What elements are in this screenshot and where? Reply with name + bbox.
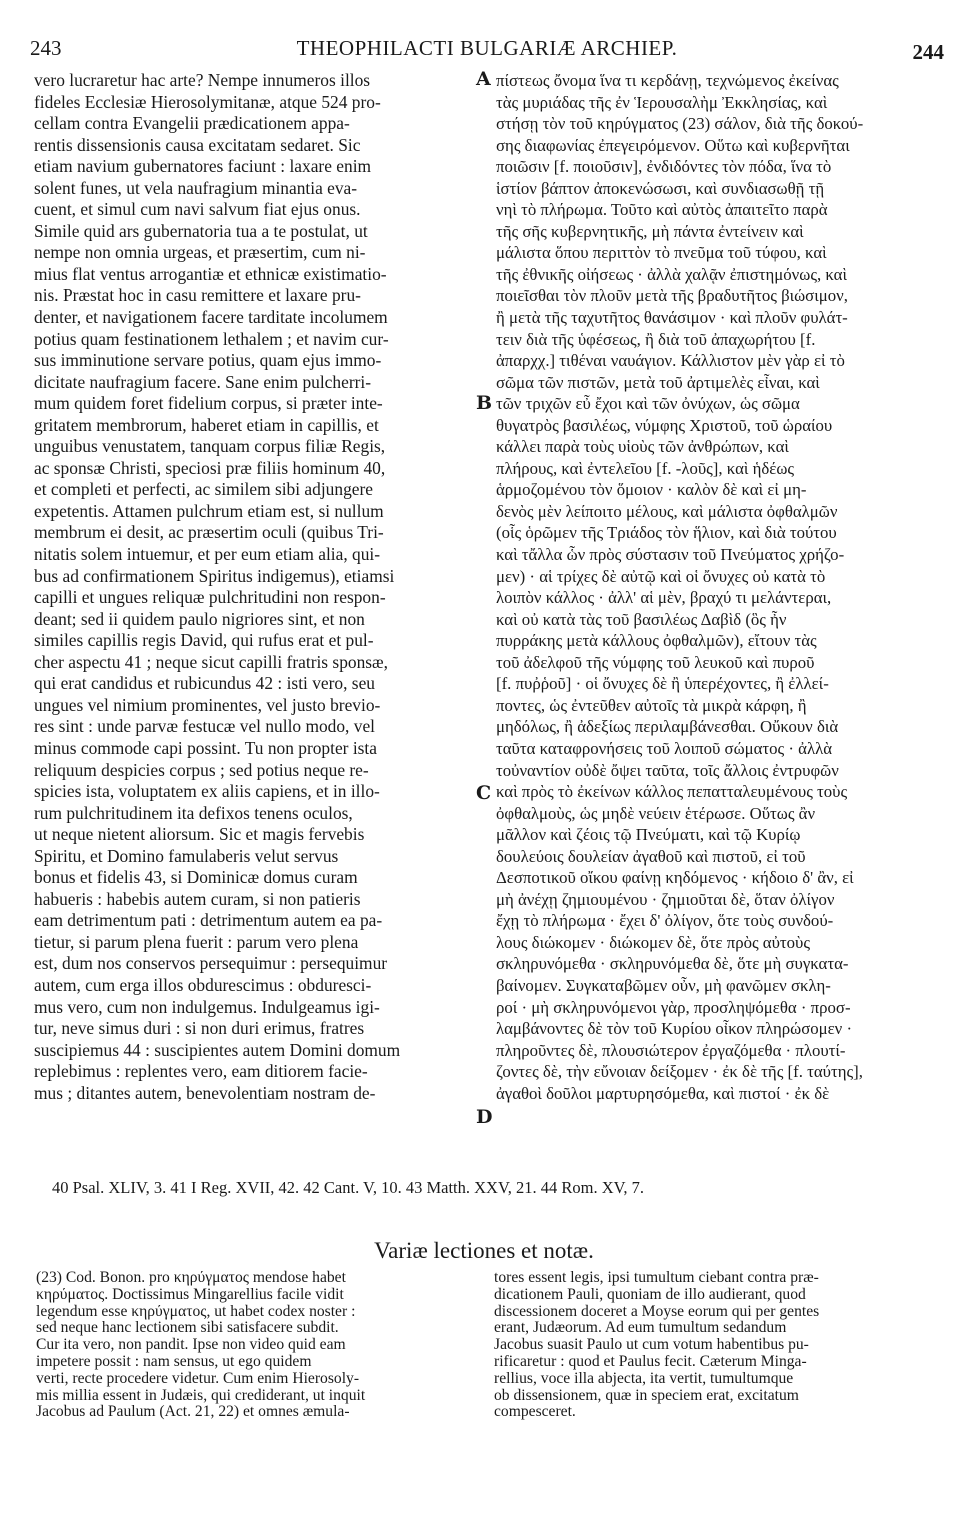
variant-note-line: erant, Judæorum. Ad eum tumultum sedandum bbox=[494, 1319, 787, 1337]
latin-text-line: sus imminutione servare potius, quam ejus immo- bbox=[34, 350, 382, 371]
greek-text-line: λους διώκομεν · διώκομεν δὲ, ὅτε πρὸς αὐτοὺς bbox=[496, 932, 810, 952]
latin-text-line: cher aspectu 41 ; neque sicut capilli fratris sponsæ, bbox=[34, 651, 388, 672]
latin-text-line: fideles Ecclesiæ Hierosolymitanæ, atque 524 pro- bbox=[34, 91, 381, 112]
latin-text-line: gritatem membrorum, haberet etiam in capillis, et bbox=[34, 414, 379, 435]
latin-text-line: tur, neve simus duri : si non duri erimus, fratres bbox=[34, 1018, 365, 1039]
latin-column bbox=[34, 70, 476, 1104]
latin-text-line: eam detrimentum pati : detrimentum autem ea pa- bbox=[34, 910, 383, 931]
greek-text-line: σης διαφωνίας ἐπεγειρόμενον. Οὕτω καὶ κυβερνῆται bbox=[496, 135, 850, 155]
variant-note-line: sed neque hanc lectionem sibi satisfacere subdit. bbox=[36, 1319, 339, 1337]
left-page-number: 243 bbox=[30, 36, 62, 60]
greek-text-line: κάλλει παρὰ τοὺς υἱοὺς τῶν ἀνθρώπων, καὶ bbox=[496, 437, 789, 457]
variant-note-line: discessionem doceret a Moyse eorum qui per gentes bbox=[494, 1302, 820, 1320]
greek-text-line: καὶ τἄλλα ὧν πρὸς σύστασιν τοῦ Πνεύματος χρήζο- bbox=[496, 545, 845, 565]
latin-text-line: solent funes, ut vela naufragium minantia eva- bbox=[34, 177, 358, 198]
latin-text-line: replebimus : replentes vero, eam ditiorem facie- bbox=[34, 1061, 368, 1082]
greek-text-line: Δεσποτικοῦ οἴκου φαίνῃ κηδόμενος · κήδοιο δ' ἂν, εἰ bbox=[496, 868, 854, 888]
greek-text-line: ζοντες δὲ, τὴν εὔνοιαν δείξομεν · ἐκ δὲ τῆς [f. ταύτης], bbox=[496, 1062, 863, 1082]
latin-text-line: cellam contra Evangelii prædicationem appa- bbox=[34, 113, 350, 134]
variant-note-line: tores essent legis, ipsi tumultum ciebant contra præ- bbox=[494, 1269, 819, 1286]
latin-text-line: nis. Præstat hoc in casu remittere et laxare pru- bbox=[34, 285, 361, 306]
greek-text-line: ποιῶσιν [f. ποιοῦσιν], ἐνδιδόντες τὸν πόδα, ἵνα τὸ bbox=[496, 157, 832, 177]
latin-text-line: denter, et navigationem facere tarditate incolumem bbox=[34, 307, 388, 328]
greek-text-line: ἀγαθοὶ δοῦλοι μαρτυρησόμεθα, καὶ πιστοί · ἐκ δὲ bbox=[496, 1083, 830, 1103]
variant-note-line: dicationem Pauli, quoniam de illo audierant, quod bbox=[494, 1285, 806, 1303]
latin-text-line: similes capillis regis David, qui rufus erat et pul- bbox=[34, 630, 374, 651]
greek-text-line: σῶμα τῶν πιστῶν, μετὰ τοῦ ἀρτιμελὲς εἶναι, καὶ bbox=[496, 372, 820, 392]
greek-text-line: δενὸς μὲν λείποιτο μέλους, καὶ μάλιστα ὀφθαλμῶν bbox=[496, 501, 838, 521]
latin-text-line: qui erat candidus et rubicundus 42 : isti vero, seu bbox=[34, 673, 375, 694]
greek-text-line: λοιπὸν κάλλος · ἀλλ' αἱ μὲν, βραχύ τι μελάντεραι, bbox=[496, 588, 832, 608]
greek-text-line: ἢ μετὰ τῆς ταχυτῆτος θανάσιμον · καὶ πλοῦν φυλάτ- bbox=[496, 308, 848, 328]
greek-text-line: ποιεῖσθαι τὸν πλοῦν μετὰ τῆς βραδυτῆτος βιώσιμον, bbox=[496, 286, 848, 306]
greek-text-line: μᾶλλον καὶ ζέοις τῷ Πνεύματι, καὶ τῷ Κυρίῳ bbox=[496, 825, 801, 845]
greek-text-line: λαμβάνοντες δὲ τὸν τοῦ Κυρίου οἶκον πληρώσομεν · bbox=[496, 1019, 853, 1039]
latin-text-line: deant; sed ii quidem paulo nigriores sint, et non bbox=[34, 608, 365, 629]
greek-text-line: μεν) · αἱ τρίχες δὲ αὐτῷ καὶ οἱ ὄνυχες οὐ κατὰ τὸ bbox=[496, 566, 826, 586]
greek-text-line: τοῦ ἀδελφοῦ τῆς νύμφης τοῦ λευκοῦ καὶ πυροῦ bbox=[496, 652, 815, 672]
greek-text-line: μάλιστα ὅπου περιττὸν τὸ πνεῦμα τοῦ τύφου, καὶ bbox=[496, 243, 827, 263]
variant-notes-right bbox=[494, 1270, 934, 1421]
greek-text-line: πίστεως ὄνομα ἵνα τι κερδάνῃ, τεχνώμενος ἐκείνας bbox=[496, 71, 839, 90]
running-header bbox=[30, 36, 944, 66]
variant-note-line: Cur ita vero, non pandit. Ipse non video quid eam bbox=[36, 1336, 346, 1354]
notes-heading: Variæ lectiones et notæ. bbox=[374, 1238, 594, 1263]
greek-text-line: [f. πυῤῥοῦ] · οἱ ὄνυχες δὲ ἢ ὑπερέχοντες, ἢ ἐλλεί- bbox=[496, 674, 829, 694]
latin-text-line: vero lucraretur hac arte? Nempe innumeros illos bbox=[34, 70, 371, 90]
latin-text-line: nitatis solem intuemur, et per eum etiam alia, qui- bbox=[34, 544, 381, 565]
variant-note-line: ob dissensionem, quæ in speciem erat, excitatum bbox=[494, 1386, 799, 1404]
latin-text-line: tietur, si parum plena fuerit : parum vero plena bbox=[34, 931, 359, 952]
latin-text-line: res sint : unde parvæ festucæ vel nullo modo, vel bbox=[34, 716, 375, 737]
greek-text-line: βαίνομεν. Συγκαταβῶμεν οὖν, μὴ φανῶμεν σκλη- bbox=[496, 975, 831, 995]
variant-note-line: legendum esse κηρύγματος, ut habet codex noster : bbox=[36, 1302, 356, 1320]
greek-text-line: στήσῃ τὸν τοῦ κηρύγματος (23) σάλον, διὰ τῆς δοκού- bbox=[496, 114, 864, 134]
greek-text-line: ἁρμοζομένου τὸν ὅμοιον · καλὸν δὲ καὶ εἰ μη- bbox=[496, 480, 807, 500]
greek-text-line: νηὶ τὸ πλήρωμα. Τοῦτο καὶ αὐτὸς ἀπαιτεῖτο παρὰ bbox=[496, 200, 828, 220]
scripture-footnotes: 40 Psal. XLIV, 3. 41 I Reg. XVII, 42. 42 Cant. V, 10. 43 Matth. XXV, 21. 44 Rom. XV, 7. bbox=[52, 1178, 645, 1197]
latin-text-line: ungues vel nimium prominentes, vel justo brevio- bbox=[34, 694, 381, 715]
greek-text-line: τὰς μυριάδας τῆς ἐν Ἱερουσαλὴμ Ἐκκλησίας, καὶ bbox=[496, 92, 828, 112]
latin-text-line: mus ; ditantes autem, benevolentiam nostram de- bbox=[34, 1082, 376, 1103]
latin-text-line: est, dum nos conservos persequimur : persequimur bbox=[34, 953, 388, 974]
latin-text-line: spicies ista, voluptatem ex aliis capiens, et in illo- bbox=[34, 781, 380, 802]
latin-text-line: minus commode capi possint. Tu non propter ista bbox=[34, 737, 377, 758]
variant-note-line: Jacobus ad Paulum (Act. 21, 22) et omnes æmula- bbox=[36, 1403, 350, 1421]
latin-text-line: dicitate naufragium facere. Sane enim pulcherri- bbox=[34, 371, 372, 392]
greek-column bbox=[496, 70, 934, 1104]
running-title: THEOPHILACTI BULGARIÆ ARCHIEP. bbox=[296, 36, 678, 60]
latin-text-line: bonus et fidelis 43, si Dominicæ domus curam bbox=[34, 867, 358, 888]
greek-text-line: θυγατρὸς βασιλέως, νύμφης Χριστοῦ, τοῦ ὡραίου bbox=[496, 415, 833, 435]
margin-letter-b: B bbox=[476, 392, 493, 414]
latin-text-line: potius quam festinationem lethalem ; et navim cur- bbox=[34, 328, 389, 349]
variant-note-line: (23) Cod. Bonon. pro κηρύγματος mendose habet bbox=[36, 1269, 346, 1286]
variant-note-line: impetere possit : nam sensus, ut ego quidem bbox=[36, 1352, 312, 1370]
greek-text-line: τοὐναντίον οὐδὲ ὄψει ταῦτα, τοῖς ἄλλοις ἐντρυφῶν bbox=[496, 760, 839, 780]
greek-text-line: τῶν τριχῶν εὖ ἔχοι καὶ τῶν ὀνύχων, ὡς σῶμα bbox=[496, 394, 800, 414]
margin-letter-c: C bbox=[476, 782, 492, 804]
greek-text-line: καὶ οὐ κατὰ τὰς τοῦ βασιλέως Δαβὶδ (ὃς ἦν bbox=[496, 609, 787, 629]
latin-text-line: mum quidem foret fidelium corpus, si præter inte- bbox=[34, 393, 383, 414]
latin-text-line: autem, cum erga illos obdurescimus : obduresci- bbox=[34, 974, 372, 995]
greek-text-line: ποντες, ὡς ἐντεῦθεν αὐτοῖς τὰ μικρὰ κάρφη, ἢ bbox=[496, 695, 807, 715]
latin-text-line: nempe non omnia urgeas, et præsertim, cum ni- bbox=[34, 242, 366, 263]
greek-text-line: ροί · μὴ σκληρυνόμενοι γὰρ, προσληψόμεθα · προσ- bbox=[496, 997, 851, 1017]
greek-text-line: τῆς ἐθνικῆς οἰήσεως · ἀλλὰ χαλᾷν ἐπιστημόνως, καὶ bbox=[496, 264, 847, 284]
latin-text-line: mus vero, cum non indulgemus. Indulgeamus igi- bbox=[34, 996, 380, 1017]
latin-text-line: unguibus venustatem, tanquam corpus filiæ Regis, bbox=[34, 436, 386, 457]
latin-text-line: etiam navium gubernatores faciunt : laxare enim bbox=[34, 156, 372, 177]
latin-text-line: rum pulchritudinem ita defixos tenens oculos, bbox=[34, 802, 353, 823]
variant-note-line: verti, recte procedere videtur. Cum enim Hierosoly- bbox=[36, 1369, 360, 1387]
margin-letter-a: A bbox=[476, 68, 491, 90]
latin-text-line: expetentis. Attamen pulchrum etiam est, si nullum bbox=[34, 500, 384, 521]
latin-text-line: reliquum despicies corpus ; sed potius neque re- bbox=[34, 759, 369, 780]
greek-text-line: καὶ πρὸς τὸ ἐκείνων κάλλος πεπατταλευμένους τοὺς bbox=[496, 782, 848, 802]
latin-text-line: Spiritu, et Domino famulaberis velut servus bbox=[34, 845, 339, 866]
latin-text-line: capilli et ungues reliquæ pulchritudini non respon- bbox=[34, 587, 386, 608]
variant-note-line: Jacobus suasit Paulo ut cum votum habentibus pu- bbox=[494, 1336, 809, 1354]
latin-text-line: habueris : habebis autem curam, si non patieris bbox=[34, 888, 361, 909]
greek-text-line: ὀφθαλμοὺς, ὡς μηδὲ νεύειν ἑτέρωσε. Οὕτως ἂν bbox=[496, 803, 816, 823]
margin-letter-d: D bbox=[476, 1106, 493, 1128]
greek-text-line: μὴ ἀνέχῃ ζημιουμένου · ζημιοῦται δὲ, ὅταν ὀλίγον bbox=[496, 889, 835, 909]
greek-text-line: ἱστίον βάπτον ἀποκενώσωσι, καὶ συνδιασωθῇ τῇ bbox=[496, 178, 825, 198]
greek-text-line: ἔχῃ τὸ πλήρωμα · ἔχει δ' ὀλίγον, ὅτε τοὺς συνδού- bbox=[496, 911, 834, 931]
greek-text-line: πληροῦντες δὲ, πλουσιώτερον ἐργαζόμεθα · πλουτί- bbox=[496, 1040, 846, 1060]
latin-text-line: ac sponsæ Christi, speciosi præ filiis hominum 40, bbox=[34, 457, 386, 478]
greek-text-line: δουλεύοις δουλείαν ἀγαθοῦ καὶ πιστοῦ, εἰ τοῦ bbox=[496, 846, 806, 866]
latin-text-line: cuent, et simul cum navi salvum fiat ejus onus. bbox=[34, 199, 361, 220]
latin-text-line: et completi et perfecti, ac similem sibi adjungere bbox=[34, 479, 373, 500]
greek-text-line: πυρράκης μετὰ κάλλους ὀφθαλμῶν), εἴτουν τὰς bbox=[496, 631, 817, 651]
latin-text-line: membrum ei desit, ac præsertim oculi (quibus Tri- bbox=[34, 522, 384, 543]
greek-text-line: (οἷς ὁρῶμεν τῆς Τριάδος τὸν ἥλιον, καὶ διὰ τούτου bbox=[496, 523, 837, 543]
latin-text-line: ut neque nietent aliorsum. Sic et magis fervebis bbox=[34, 824, 365, 845]
greek-text-line: ἀπαρχχ.] τιθέναι ναυάγιον. Κάλλιστον μὲν γὰρ εἰ τὸ bbox=[496, 351, 845, 371]
variant-note-line: rellius, voce illa abjecta, ita vertit, tumultumque bbox=[494, 1369, 794, 1387]
latin-text-line: mius flat ventus arrogantiæ et ethnicæ existimatio- bbox=[34, 263, 387, 284]
latin-text-line: rentis dissensionis causa excitatam sedaret. Sic bbox=[34, 134, 361, 155]
right-page-number: 244 bbox=[912, 40, 944, 64]
greek-text-line: σκληρυνόμεθα · σκληρυνόμεθα δὲ, ὅτε μὴ συγκατα- bbox=[496, 954, 849, 974]
greek-text-line: τῆς σῆς κυβερνητικῆς, μὴ πάντα ἐντείνειν καὶ bbox=[496, 221, 804, 241]
variant-note-line: mis millia essent in Judæis, qui crediderant, ut inquit bbox=[36, 1386, 366, 1404]
greek-text-line: τειν διὰ τῆς ὑφέσεως, ἢ διὰ τοῦ ἀπαχωρήτου [f. bbox=[496, 329, 816, 349]
variant-note-line: rificaretur : quod et Paulus fecit. Cæterum Minga- bbox=[494, 1352, 807, 1370]
greek-text-line: ταῦτα καταφρονήσεις τοῦ λοιποῦ σώματος · ἀλλὰ bbox=[496, 738, 833, 758]
latin-text-line: bus ad confirmationem Spiritus indigemus), etiamsi bbox=[34, 565, 395, 586]
latin-text-line: Simile quid ars gubernatoria tua a te postulat, ut bbox=[34, 220, 368, 241]
greek-text-line: μηδόλως, ἢ ἀδεξίως περιλαμβάνεσθαι. Οὔκουν διὰ bbox=[496, 717, 839, 737]
variant-notes-left bbox=[36, 1270, 476, 1421]
variant-note-line: κηρύματος. Doctissimus Mingarellius facile vidit bbox=[36, 1285, 344, 1303]
latin-text-line: suscipiemus 44 : suscipientes autem Domini domum bbox=[34, 1039, 401, 1060]
variant-note-line: compesceret. bbox=[494, 1403, 576, 1421]
greek-text-line: πλήρους, καὶ ἐντελεῖου [f. -λοῦς], καὶ ἡδέως bbox=[496, 458, 795, 478]
